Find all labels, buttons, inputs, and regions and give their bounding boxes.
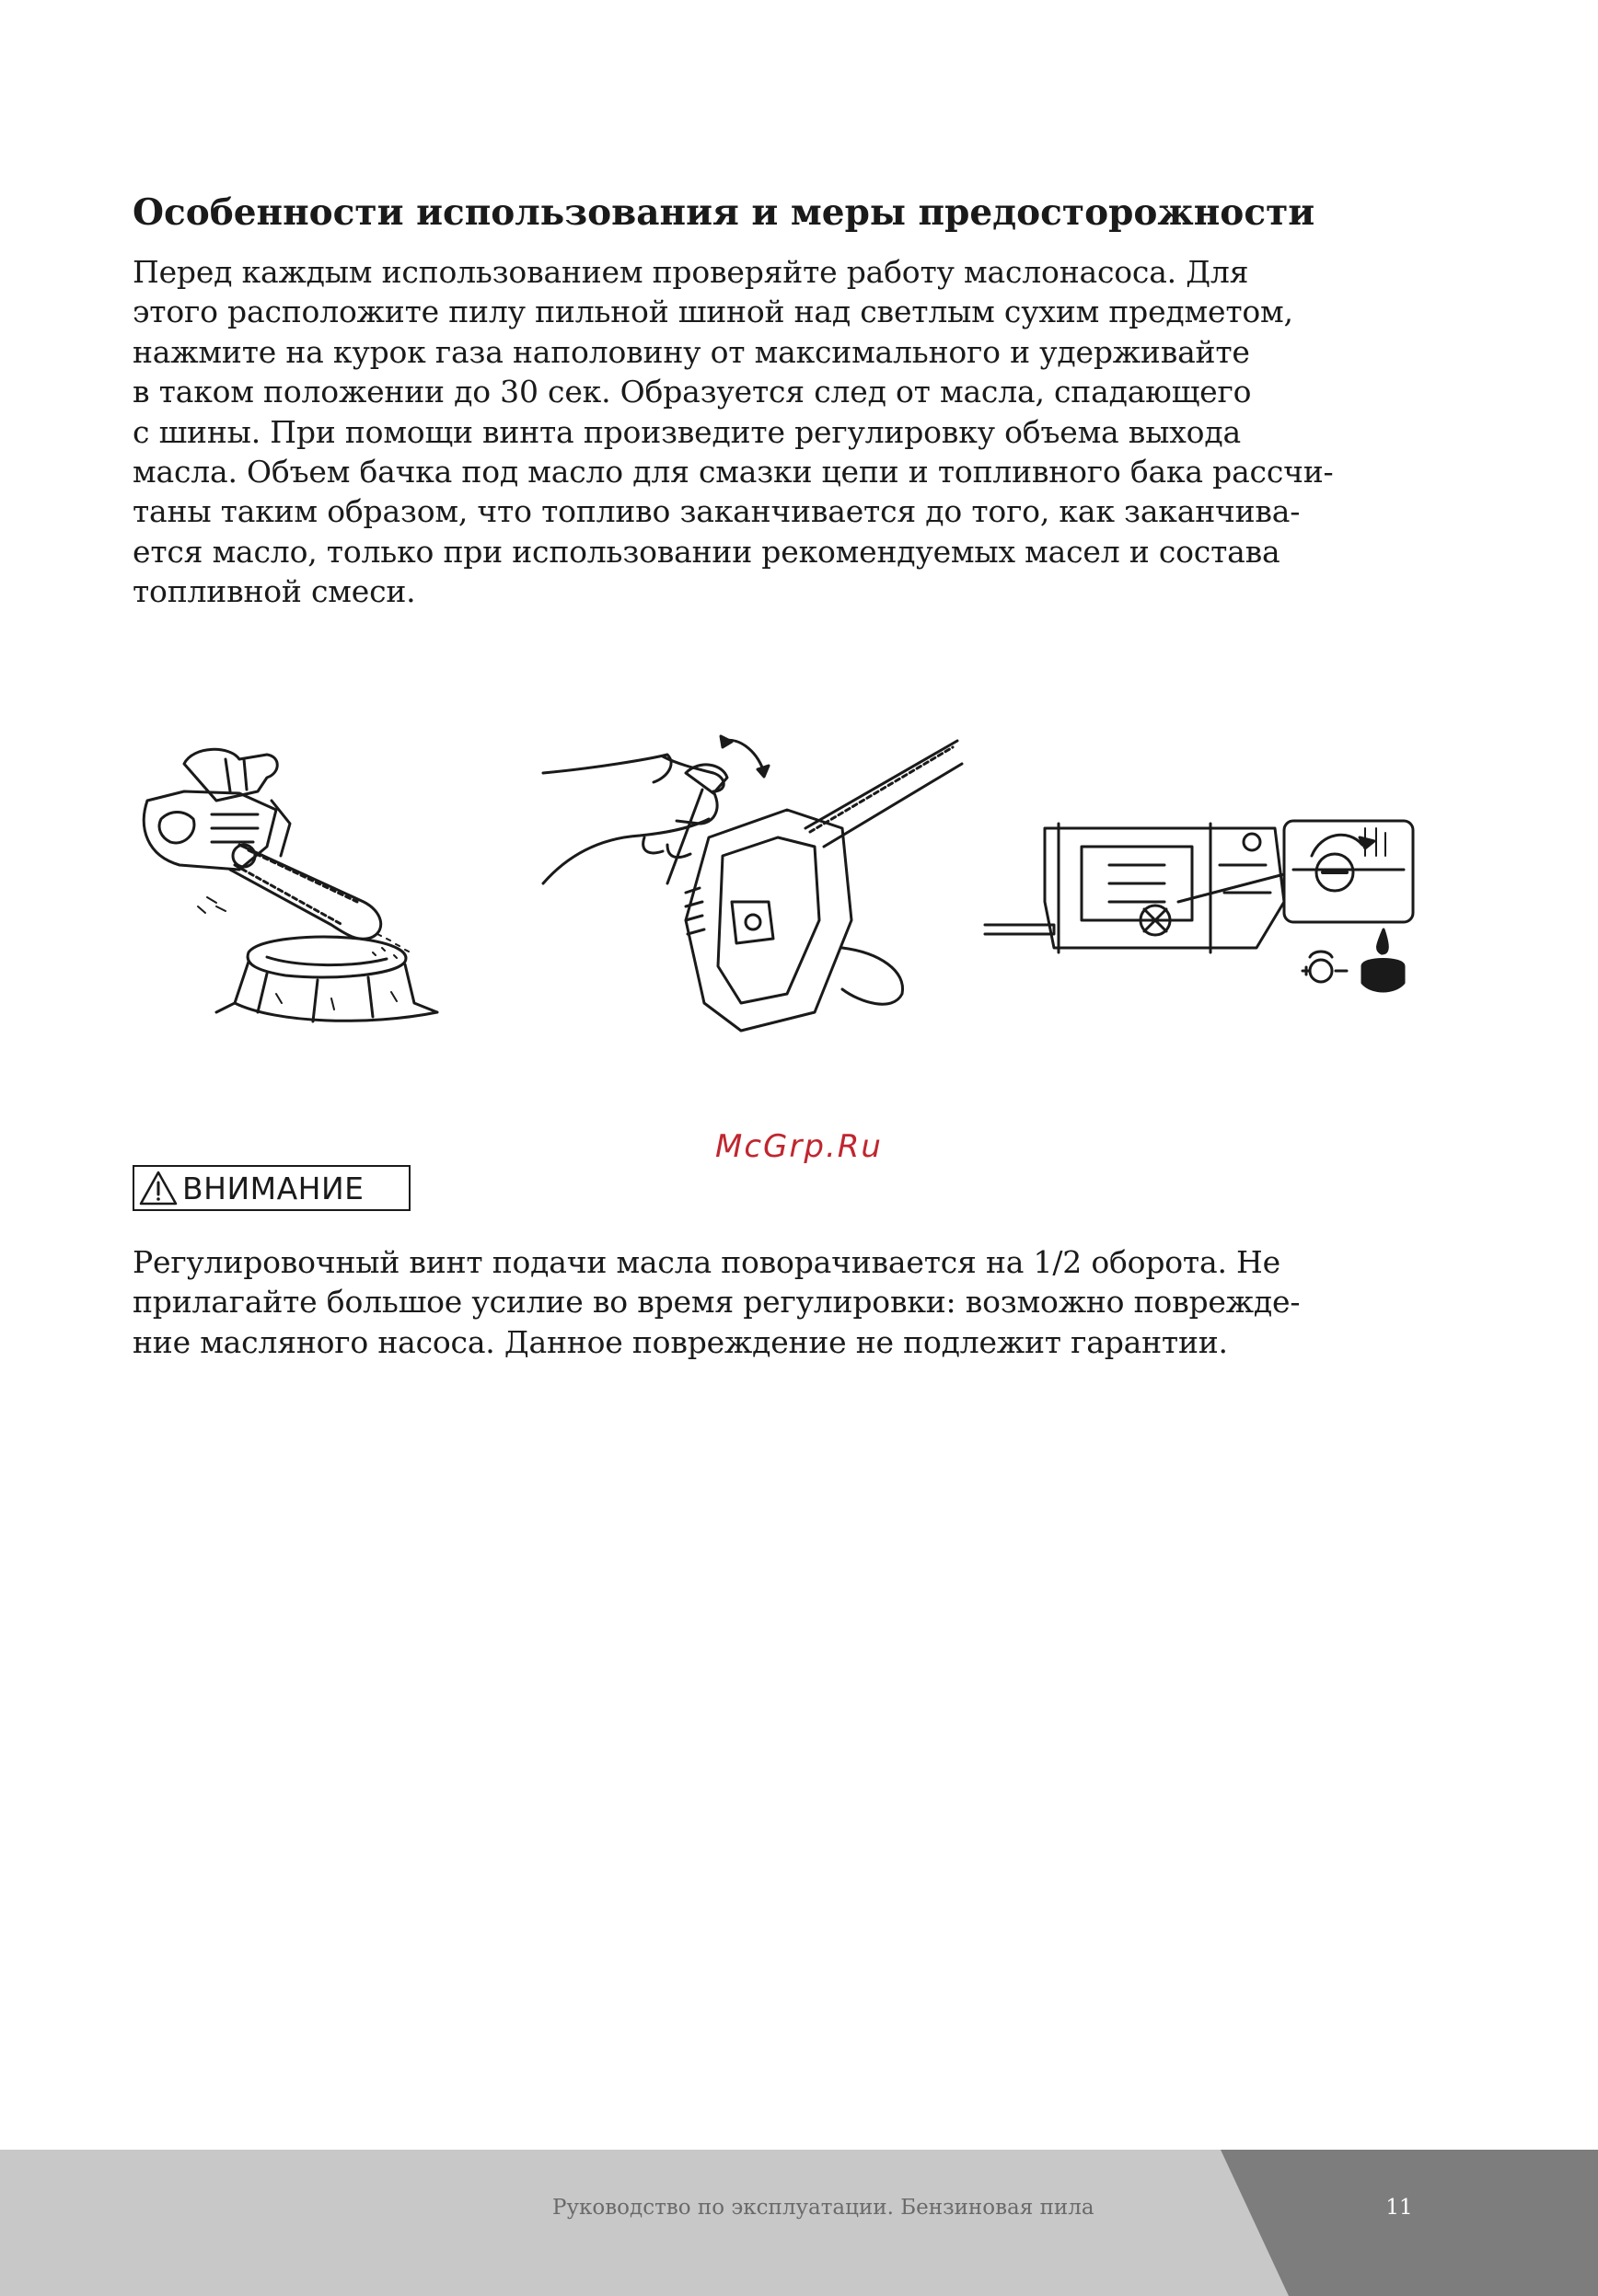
page-number: 11: [1385, 2196, 1413, 2220]
intro-line: Перед каждым использованием проверяйте работу маслонасоса. Для: [133, 254, 1249, 290]
warning-line: Регулировочный винт подачи масла поворачивается на 1/2 оборота. Не: [133, 1244, 1280, 1280]
warning-line: прилагайте большое усилие во время регулировки: возможно поврежде-: [133, 1284, 1301, 1321]
intro-line: таны таким образом, что топливо заканчивается до того, как заканчива-: [133, 493, 1301, 530]
warning-triangle-icon: [138, 1170, 179, 1206]
warning-box: [133, 1165, 411, 1211]
warning-line: ние масляного насоса. Данное повреждение не подлежит гарантии.: [133, 1323, 1228, 1360]
warning-paragraph: [133, 1242, 1467, 1362]
intro-line: этого расположите пилу пильной шиной над светлым сухим предметом,: [133, 294, 1293, 330]
intro-line: масла. Объем бачка под масло для смазки цепи и топливного бака рассчи-: [133, 454, 1334, 490]
warning-label: ВНИМАНИЕ: [182, 1170, 365, 1206]
footer-dark-panel: [0, 2150, 1598, 2296]
footer-title: Руководство по эксплуатации. Бензиновая пила: [552, 2196, 1094, 2220]
chainsaw-stump-illustration: [129, 736, 515, 1040]
page-title: Особенности использования и меры предосторожности: [133, 191, 1315, 234]
intro-line: топливной смеси.: [133, 573, 416, 610]
intro-line: в таком положении до 30 сек. Образуется след от масла, спадающего: [133, 374, 1252, 410]
intro-line: нажмите на курок газа наполовину от максимального и удерживайте: [133, 333, 1250, 370]
intro-paragraph: [133, 252, 1467, 612]
intro-line: ется масло, только при использовании рекомендуемых масел и состава: [133, 533, 1280, 570]
intro-line: с шины. При помощи винта произведите регулировку объема выхода: [133, 413, 1241, 450]
page-footer: [0, 2150, 1598, 2296]
oil-adjustment-detail-illustration: [980, 736, 1422, 1040]
illustrations-row: [0, 736, 1598, 1049]
oil-screw-adjust-illustration: [538, 736, 971, 1040]
watermark: McGrp.Ru: [715, 1128, 883, 1165]
